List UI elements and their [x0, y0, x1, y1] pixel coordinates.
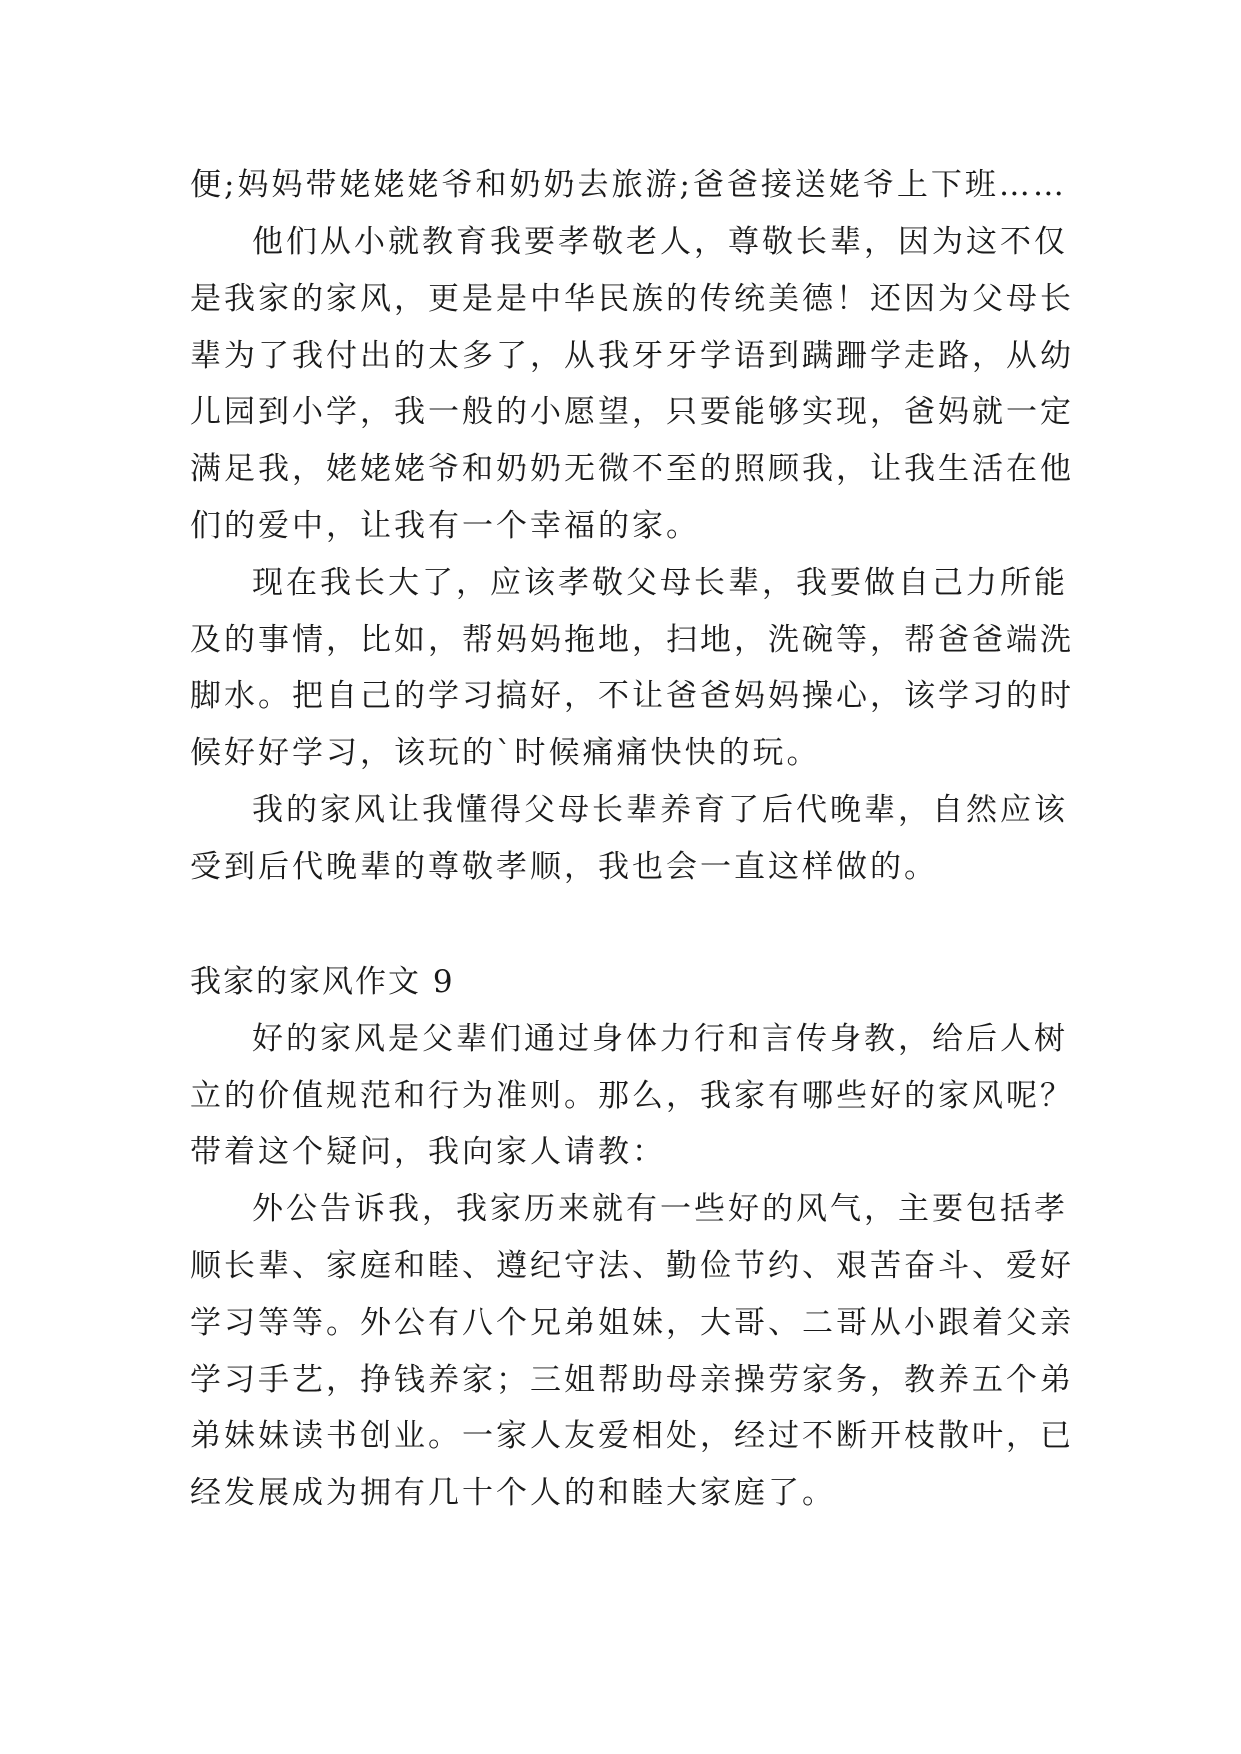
text-line: 及的事情，比如，帮妈妈拖地，扫地，洗碗等，帮爸爸端洗 [190, 622, 1074, 658]
text-line: 学习等等。外公有八个兄弟姐妹，大哥、二哥从小跟着父亲 [190, 1305, 1074, 1341]
text-line: 满足我，姥姥姥爷和奶奶无微不至的照顾我，让我生活在他 [190, 451, 1074, 487]
text-line: 们的爱中，让我有一个幸福的家。 [190, 508, 700, 544]
text-line: 学习手艺，挣钱养家；三姐帮助母亲操劳家务，教养五个弟 [190, 1362, 1074, 1398]
text-line: 受到后代晚辈的尊敬孝顺，我也会一直这样做的。 [190, 849, 938, 885]
text-line: 脚水。把自己的学习搞好，不让爸爸妈妈操心，该学习的时 [190, 678, 1074, 714]
paragraph-first-line: 外公告诉我，我家历来就有一些好的风气，主要包括孝 [252, 1191, 1068, 1227]
text-line: 经发展成为拥有几十个人的和睦大家庭了。 [190, 1475, 836, 1511]
text-line: 辈为了我付出的太多了，从我牙牙学语到蹒跚学走路，从幼 [190, 338, 1074, 374]
paragraph-first-line: 我的家风让我懂得父母长辈养育了后代晚辈，自然应该 [252, 792, 1068, 828]
paragraph-first-line: 现在我长大了，应该孝敬父母长辈，我要做自己力所能 [252, 565, 1068, 601]
text-line: 顺长辈、家庭和睦、遵纪守法、勤俭节约、艰苦奋斗、爱好 [190, 1248, 1074, 1284]
text-line: 便;妈妈带姥姥姥爷和奶奶去旅游;爸爸接送姥爷上下班…… [190, 167, 1067, 203]
text-line: 弟妹妹读书创业。一家人友爱相处，经过不断开枝散叶，已 [190, 1418, 1074, 1454]
text-line: 立的价值规范和行为准则。那么，我家有哪些好的家风呢？ [190, 1078, 1074, 1114]
text-line: 是我家的家风，更是是中华民族的传统美德！还因为父母长 [190, 281, 1074, 317]
paragraph-first-line: 他们从小就教育我要孝敬老人，尊敬长辈，因为这不仅 [252, 224, 1068, 260]
paragraph-first-line: 好的家风是父辈们通过身体力行和言传身教，给后人树 [252, 1021, 1068, 1057]
text-line: 儿园到小学，我一般的小愿望，只要能够实现，爸妈就一定 [190, 394, 1074, 430]
text-line: 带着这个疑问，我向家人请教： [190, 1134, 666, 1170]
section-title: 我家的家风作文 9 [190, 964, 455, 1000]
text-line: 候好好学习，该玩的`时候痛痛快快的玩。 [190, 735, 821, 771]
